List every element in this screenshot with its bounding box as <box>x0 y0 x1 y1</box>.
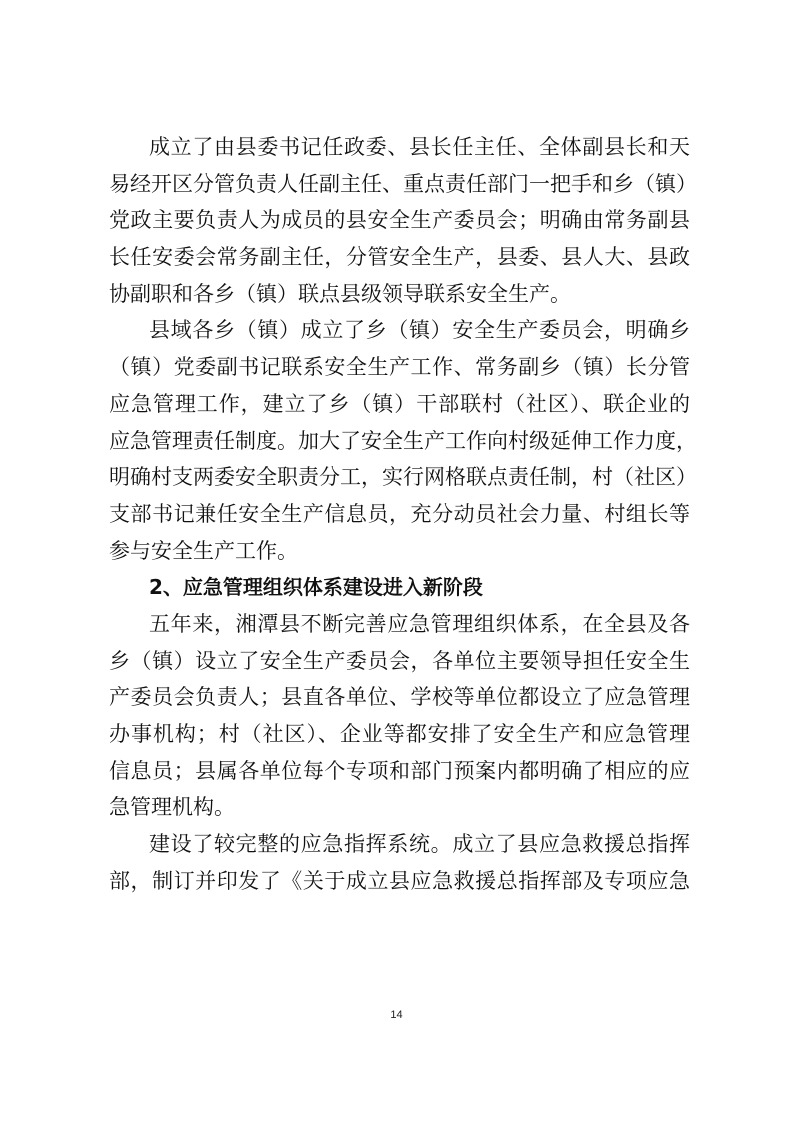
text-line: 党政主要负责人为成员的县安全生产委员会；明确由常务副县 <box>109 208 690 233</box>
text-line: 参与安全生产工作。 <box>109 538 298 563</box>
text-line: 易经开区分管负责人任副主任、重点责任部门一把手和乡（镇） <box>109 171 697 196</box>
paragraph <box>109 129 697 312</box>
section-heading: 2、应急管理组织体系建设进入新阶段 <box>149 575 483 600</box>
text-line: 长任安委会常务副主任，分管安全生产，县委、县人大、县政 <box>109 245 690 270</box>
text-line: 产委员会负责人；县直各单位、学校等单位都设立了应急管理 <box>109 685 690 710</box>
text-line: 建设了较完整的应急指挥系统。成立了县应急救援总指挥 <box>149 832 690 857</box>
text-line: 成立了由县委书记任政委、县长任主任、全体副县长和天 <box>149 135 690 159</box>
paragraph <box>109 826 690 899</box>
page-number: 14 <box>390 1009 403 1021</box>
text-line: 部，制订并印发了《关于成立县应急救援总指挥部及专项应急 <box>109 868 690 893</box>
text-line: （镇）党委副书记联系安全生产工作、常务副乡（镇）长分管 <box>109 355 690 380</box>
text-line: 县域各乡（镇）成立了乡（镇）安全生产委员会，明确乡 <box>149 318 690 343</box>
body-text <box>109 129 697 899</box>
text-line: 支部书记兼任安全生产信息员，充分动员社会力量、村组长等 <box>109 501 690 526</box>
text-line: 办事机构；村（社区）、企业等都安排了安全生产和应急管理 <box>109 722 690 746</box>
text-line: 急管理机构。 <box>109 795 235 820</box>
text-line: 五年来，湘潭县不断完善应急管理组织体系，在全县及各 <box>149 611 690 636</box>
text-line: 应急管理工作，建立了乡（镇）干部联村（社区）、联企业的 <box>109 391 690 416</box>
text-line: 协副职和各乡（镇）联点县级领导联系安全生产。 <box>109 281 571 306</box>
paragraph <box>109 606 690 826</box>
text-line: 明确村支两委安全职责分工，实行网格联点责任制，村（社区） <box>109 465 697 490</box>
text-line: 信息员；县属各单位每个专项和部门预案内都明确了相应的应 <box>109 758 690 783</box>
text-line: 乡（镇）设立了安全生产委员会，各单位主要领导担任安全生 <box>109 648 690 673</box>
text-line: 应急管理责任制度。加大了安全生产工作向村级延伸工作力度， <box>109 428 697 453</box>
paragraph <box>109 312 697 569</box>
